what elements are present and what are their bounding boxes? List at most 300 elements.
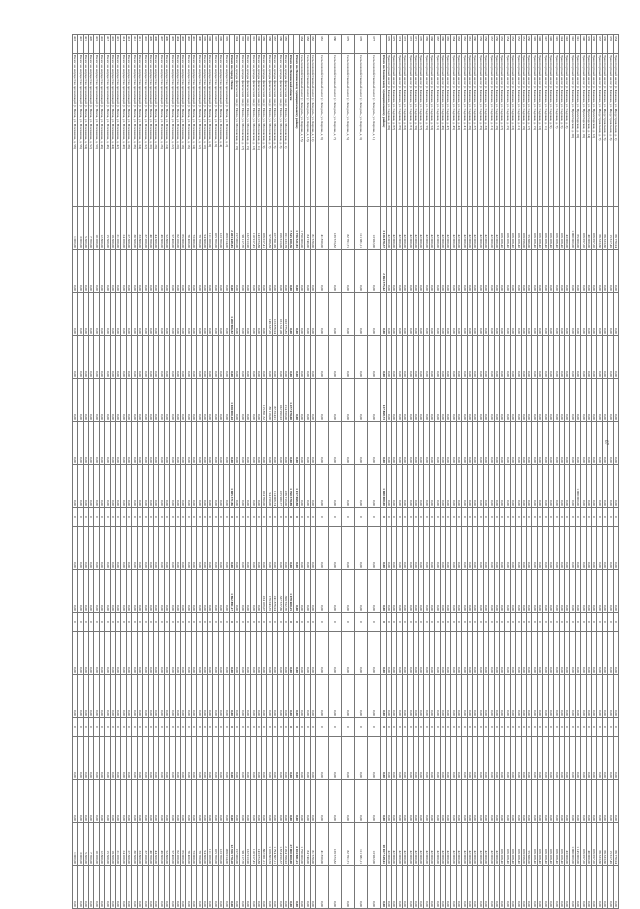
row-value: 0,00 [510, 250, 515, 293]
row-value: 0,00 [548, 250, 553, 293]
row-value: 0,00 [586, 250, 591, 293]
row-value: 0,00 [153, 527, 158, 570]
row-value: 0 [429, 508, 434, 527]
row-value: 227 691,96 [272, 207, 277, 250]
row-value: 0,00 [143, 379, 148, 422]
row-value: 0 [570, 718, 575, 737]
row-value: 1 750 000,00 [299, 823, 304, 866]
row-value: 0,00 [94, 570, 99, 613]
row-value: 37 200,00 [143, 823, 148, 866]
row-value: 0,00 [391, 293, 396, 336]
row-number: 337 [597, 35, 602, 54]
row-name: Итого по городу Пенза [229, 54, 234, 207]
row-number: 392 [245, 35, 250, 54]
row-name: Транспортный налог (г. Каменка, ул. Пролетарская, д. 20) [570, 54, 575, 207]
row-value: 0 [164, 718, 169, 737]
row-value: 0,00 [218, 379, 223, 422]
row-value: 0,00 [283, 632, 288, 675]
row-value: 0,00 [429, 336, 434, 379]
table-row [289, 35, 294, 909]
row-value: 0,00 [516, 570, 521, 613]
row-value: 0 [202, 613, 207, 632]
row-value: 0,00 [83, 527, 88, 570]
row-value: 0,00 [78, 250, 83, 293]
row-value: 0,00 [591, 527, 596, 570]
row-value: 73 000,00 [191, 823, 196, 866]
row-value: 0,00 [94, 527, 99, 570]
row-value: 0,00 [451, 293, 456, 336]
row-value: 0 [554, 718, 559, 737]
row-value: 0,00 [570, 336, 575, 379]
row-value: 0,00 [272, 250, 277, 293]
row-number: 387 [272, 35, 277, 54]
row-value: 0,00 [164, 570, 169, 613]
row-name: Транспортный налог (г. Каменка, ул. Индустриальная, д. 3) [608, 54, 613, 207]
row-value: 0,00 [591, 336, 596, 379]
row-value: 0 [564, 613, 569, 632]
row-value: 0,00 [564, 866, 569, 909]
row-value: 0 [186, 613, 191, 632]
row-name: Налог на имущество организаций (г. Пенза, ул. Плеханова, д. 56) [78, 54, 83, 207]
row-value: 0,00 [132, 675, 137, 718]
row-number: 351 [521, 35, 526, 54]
row-value: 0,00 [505, 422, 510, 465]
row-name: Транспортный налог (г. Каменка, ул. Садовая, д. 33) [483, 54, 488, 207]
row-value: 0,00 [83, 780, 88, 823]
row-value: 3 000,00 [78, 207, 83, 250]
row-value: 0,00 [218, 675, 223, 718]
row-value: 0 [597, 718, 602, 737]
table-row [381, 35, 386, 909]
table-row [186, 35, 191, 909]
row-value: 0 [473, 508, 478, 527]
row-value: 0,00 [537, 570, 542, 613]
row-value: 15 500,00 [105, 823, 110, 866]
row-name: Налог на имущество организаций (г. Пенза, ул. Плеханова, д. 4) [218, 54, 223, 207]
row-value: 94 250,00 [267, 465, 272, 508]
row-value: 0 [78, 718, 83, 737]
row-value: 0,00 [355, 632, 368, 675]
table-row [148, 35, 153, 909]
row-value: 0 [116, 718, 121, 737]
row-value: 0,00 [391, 465, 396, 508]
row-value: 0,00 [435, 465, 440, 508]
row-value: 0,00 [143, 866, 148, 909]
row-value: 44 300,00 [153, 823, 158, 866]
row-value: 0,00 [391, 675, 396, 718]
row-value: 0,00 [78, 570, 83, 613]
row-value: 42 000,00 [456, 823, 461, 866]
row-value: 0 [218, 613, 223, 632]
table-row [564, 35, 569, 909]
row-name: Сельскохозяйственный налог (с. Кондоль, ул. Кирова, д. 3) [355, 54, 368, 207]
row-number: 380 [329, 35, 342, 54]
row-value: 0 [527, 613, 532, 632]
row-value: 0,00 [126, 465, 131, 508]
row-value: 0,00 [532, 250, 537, 293]
row-value: 0,00 [456, 675, 461, 718]
row-value: 0,00 [456, 527, 461, 570]
row-number [229, 35, 234, 54]
row-value: 0,00 [510, 527, 515, 570]
row-value: 0 [240, 508, 245, 527]
row-value: 37 200,00 [143, 207, 148, 250]
row-value: 0,00 [429, 866, 434, 909]
row-value: 0,00 [505, 675, 510, 718]
row-value: 0,00 [256, 422, 261, 465]
row-value: 0 [548, 613, 553, 632]
row-value: 0,00 [105, 632, 110, 675]
row-value: 0,00 [180, 866, 185, 909]
row-name: Транспортный налог (г. Каменка, ул. Садовая, д. 3) [564, 54, 569, 207]
row-value: 0 [505, 508, 510, 527]
row-value: 1 080 000,00 [570, 207, 575, 250]
row-value: 0,00 [613, 336, 618, 379]
row-name: Сельскохозяйственный налог (с. Кондоль, ул. Кирова, д. 5) [342, 54, 355, 207]
row-value: 0 [89, 613, 94, 632]
row-value: 0 [299, 718, 304, 737]
row-value: 0,00 [591, 632, 596, 675]
row-value: 0,00 [613, 422, 618, 465]
row-value: 0 [329, 613, 342, 632]
row-value: 0,00 [180, 570, 185, 613]
row-value: 0 [310, 718, 315, 737]
row-value: 0 [153, 613, 158, 632]
row-value: 0 [170, 613, 175, 632]
row-value: 0,00 [456, 465, 461, 508]
row-value: 42 000,00 [473, 823, 478, 866]
row-value: 0,00 [72, 379, 77, 422]
row-value: 0,00 [386, 675, 391, 718]
row-value: 70 400,00 [186, 823, 191, 866]
row-name: Транспортный налог (г. Каменка, ул. Индустриальная, д. 7) [597, 54, 602, 207]
row-value: 0,00 [153, 632, 158, 675]
row-value: 0,00 [186, 866, 191, 909]
row-value: 0,00 [105, 527, 110, 570]
row-value: 0,00 [500, 293, 505, 336]
row-value: 42 000,00 [418, 207, 423, 250]
row-value: 0,00 [197, 570, 202, 613]
row-name: Транспортный налог (г. Каменка, ул. Садовая, д. 41) [462, 54, 467, 207]
row-value: 0,00 [424, 336, 429, 379]
row-number: 394 [235, 35, 240, 54]
row-value: 42 000,00 [451, 207, 456, 250]
row-value: 0,00 [494, 250, 499, 293]
row-value: 0 [559, 508, 564, 527]
row-value: 0,00 [224, 866, 229, 909]
row-value: 0 [505, 718, 510, 737]
row-value: 0,00 [368, 632, 381, 675]
row-value: 0,00 [310, 866, 315, 909]
row-value: 0 [316, 508, 329, 527]
row-value: 0 [197, 613, 202, 632]
row-value: 0,00 [408, 527, 413, 570]
row-value: 0,00 [391, 632, 396, 675]
row-value: 0,00 [256, 737, 261, 780]
row-value: 0 [153, 508, 158, 527]
row-value: 0,00 [478, 570, 483, 613]
row-value: 0,00 [494, 336, 499, 379]
row-value: 0,00 [527, 379, 532, 422]
row-value: 0 [489, 508, 494, 527]
row-value: 0,00 [608, 465, 613, 508]
row-value: 0,00 [310, 570, 315, 613]
row-number: 339 [586, 35, 591, 54]
row-value: 0 [462, 718, 467, 737]
row-value: 0 [381, 718, 386, 737]
row-value: 0,00 [613, 293, 618, 336]
row-value: 0,00 [213, 293, 218, 336]
row-value: 132 913,90 [245, 207, 250, 250]
row-value: 0,00 [132, 527, 137, 570]
row-value: 0,00 [245, 379, 250, 422]
row-value: 7 545 100,36 [289, 207, 294, 250]
row-name: Налог на имущество организаций (г. Пенза, ул. Плеханова, д. 24) [164, 54, 169, 207]
row-value: 0,00 [105, 737, 110, 780]
row-value: 0,00 [148, 570, 153, 613]
row-value: 0,00 [532, 780, 537, 823]
row-value: 79 700,00 [197, 207, 202, 250]
row-value: 0,00 [559, 527, 564, 570]
table-row [294, 35, 299, 909]
row-value: 0,00 [229, 780, 234, 823]
row-value: 104 760,00 [262, 465, 267, 508]
row-value: 0,00 [256, 675, 261, 718]
row-value: 0,00 [283, 780, 288, 823]
row-name: Налог на имущество организаций (г. Пенза, ул. Плеханова, д. 2) [224, 54, 229, 207]
row-name: Транспортный налог (г. Каменка, ул. Садовая, д. 67) [391, 54, 396, 207]
row-value: 0 [537, 508, 542, 527]
row-value: 0,00 [408, 379, 413, 422]
row-value: 0,00 [267, 780, 272, 823]
row-value: 0,00 [429, 250, 434, 293]
row-value: 0,00 [305, 293, 310, 336]
row-value: 0,00 [329, 737, 342, 780]
row-value: 0,00 [159, 250, 164, 293]
table-row [527, 35, 532, 909]
row-name: Транспортный налог (г. Каменка, ул. Садовая, д. 25) [505, 54, 510, 207]
row-value: 0,00 [72, 866, 77, 909]
row-value: 0,00 [440, 336, 445, 379]
row-value: 0,00 [429, 632, 434, 675]
row-value: 0,00 [72, 632, 77, 675]
row-value: 0,00 [467, 675, 472, 718]
row-value: 0,00 [440, 737, 445, 780]
row-value: 0,00 [121, 780, 126, 823]
row-value: 0,00 [272, 675, 277, 718]
row-value: 40 700,00 [148, 823, 153, 866]
row-value: 52 800,00 [164, 823, 169, 866]
row-value: 0,00 [532, 336, 537, 379]
row-value: 0,00 [613, 632, 618, 675]
row-value: 10 657 549,61 [381, 823, 386, 866]
row-name: Налог на доходы физических лиц (г. Пенза, ул. Московская, д. 13) [251, 54, 256, 207]
row-value: 0,00 [597, 336, 602, 379]
row-value: 0 [435, 718, 440, 737]
row-value: 0,00 [305, 379, 310, 422]
row-value: 0,00 [537, 527, 542, 570]
row-value: 0 [329, 508, 342, 527]
row-value: 0,00 [164, 465, 169, 508]
row-value: 0,00 [99, 422, 104, 465]
row-value: 0,00 [132, 780, 137, 823]
row-value: 106 057,20 [581, 207, 586, 250]
row-value: 0,00 [527, 527, 532, 570]
row-number: 360 [473, 35, 478, 54]
row-value: 0,00 [424, 379, 429, 422]
row-value: 0,00 [500, 336, 505, 379]
row-value: 0,00 [413, 465, 418, 508]
row-value: 0,00 [559, 379, 564, 422]
row-value: 0,00 [597, 866, 602, 909]
table-row [597, 35, 602, 909]
row-value: 0,00 [329, 675, 342, 718]
row-name: Налог на доходы физических лиц (г. Пенза, ул. Московская, д. 3) [278, 54, 283, 207]
row-value: 0,00 [256, 379, 261, 422]
row-value: 0,00 [368, 866, 381, 909]
row-value: 225 980,77 [278, 465, 283, 508]
row-value: 0,00 [413, 379, 418, 422]
row-value: 0,00 [110, 866, 115, 909]
row-value: 0,00 [489, 675, 494, 718]
row-value: 0 [462, 613, 467, 632]
row-value: 0,00 [613, 780, 618, 823]
row-value: 0 [218, 508, 223, 527]
row-value: 0,00 [554, 866, 559, 909]
row-value: 0 [213, 718, 218, 737]
row-value: 0,00 [570, 293, 575, 336]
row-number: 407 [159, 35, 164, 54]
row-value: 0,00 [175, 527, 180, 570]
row-value: 12 800,00 [99, 823, 104, 866]
row-value: 0,00 [368, 675, 381, 718]
row-value: 0,00 [570, 632, 575, 675]
row-value: 0,00 [355, 336, 368, 379]
row-value: 0,00 [310, 422, 315, 465]
row-value: 0,00 [224, 570, 229, 613]
row-value: 0,00 [132, 336, 137, 379]
row-value: 0,00 [240, 527, 245, 570]
row-value: 0 [105, 718, 110, 737]
row-number: 373 [402, 35, 407, 54]
row-value: 0,00 [170, 866, 175, 909]
row-value: 0,00 [342, 527, 355, 570]
row-value: 0,00 [473, 527, 478, 570]
row-value: 0,00 [256, 866, 261, 909]
row-value: 0,00 [516, 780, 521, 823]
row-value: 0,00 [368, 465, 381, 508]
row-value: 0 [489, 613, 494, 632]
row-value: 0,00 [256, 570, 261, 613]
row-value: 0,00 [381, 422, 386, 465]
row-number: 342 [570, 35, 575, 54]
row-value: 0,00 [137, 780, 142, 823]
row-value: 0,00 [126, 780, 131, 823]
row-value: 0,00 [591, 866, 596, 909]
table-row [94, 35, 99, 909]
row-value: 0,00 [368, 250, 381, 293]
row-value: 0 [89, 508, 94, 527]
row-number: 347 [543, 35, 548, 54]
row-value: 0 [581, 508, 586, 527]
row-value: 0,00 [245, 866, 250, 909]
row-value: 0 [283, 508, 288, 527]
row-value: 0,00 [581, 866, 586, 909]
row-value: 0,00 [229, 422, 234, 465]
row-value: 0,00 [478, 336, 483, 379]
row-value: 0,00 [355, 737, 368, 780]
row-value: 0,00 [126, 293, 131, 336]
row-value: 0,00 [170, 780, 175, 823]
row-name: Транспортный налог (г. Каменка, ул. Пролетарская, д. 14) [586, 54, 591, 207]
row-value: 0,00 [224, 465, 229, 508]
row-value: 106 208,40 [532, 823, 537, 866]
row-value: 0,00 [272, 527, 277, 570]
row-value: 0,00 [456, 632, 461, 675]
row-value: 0,00 [424, 737, 429, 780]
row-value: 0 [342, 718, 355, 737]
row-value: 0,00 [164, 250, 169, 293]
row-value: 0,00 [105, 250, 110, 293]
row-value: 0,00 [424, 570, 429, 613]
row-value: 0,00 [435, 780, 440, 823]
row-value: 0,00 [289, 336, 294, 379]
row-value: 0,00 [429, 737, 434, 780]
row-value: 0,00 [224, 780, 229, 823]
row-value: 0,00 [245, 465, 250, 508]
row-value: 0,00 [272, 866, 277, 909]
row-name: Транспортный налог (г. Каменка, ул. Садовая, д. 11) [543, 54, 548, 207]
row-value: 0 [159, 718, 164, 737]
row-value: 0 [586, 508, 591, 527]
row-number: 369 [424, 35, 429, 54]
row-value: 0 [78, 508, 83, 527]
row-value: 0 [262, 613, 267, 632]
row-value: 0,00 [355, 250, 368, 293]
row-name: Транспортный налог (г. Каменка, ул. Садовая, д. 31) [489, 54, 494, 207]
row-value: 0 [537, 613, 542, 632]
row-value: 0,00 [251, 675, 256, 718]
row-value: 0,00 [494, 465, 499, 508]
row-value: 0,00 [478, 866, 483, 909]
row-value: 0,00 [386, 422, 391, 465]
row-value: 0,00 [153, 866, 158, 909]
row-value: 108 058,00 [521, 823, 526, 866]
row-value: 0,00 [456, 570, 461, 613]
row-value: 0,00 [110, 570, 115, 613]
row-value: 0,00 [397, 293, 402, 336]
row-value: 42 000,00 [408, 207, 413, 250]
row-value: 0,00 [110, 780, 115, 823]
table-row [116, 35, 121, 909]
row-name: Налог на имущество организаций (г. Пенза, ул. Плеханова, д. 20) [175, 54, 180, 207]
row-value: 0,00 [121, 675, 126, 718]
row-value: 0,00 [245, 527, 250, 570]
row-name: Транспортный налог (г. Каменка, ул. Садовая, д. 29) [494, 54, 499, 207]
row-value: 0 [451, 718, 456, 737]
row-value: 0,00 [608, 780, 613, 823]
row-value: 0,00 [462, 527, 467, 570]
row-value: 0 [89, 718, 94, 737]
row-value: 0,00 [213, 379, 218, 422]
row-value: 0,00 [72, 737, 77, 780]
row-value: 0,00 [148, 465, 153, 508]
row-value: 0,00 [305, 632, 310, 675]
row-value: 106 208,40 [505, 823, 510, 866]
row-value: 0,00 [116, 527, 121, 570]
row-value: 0,00 [424, 527, 429, 570]
table-row [494, 35, 499, 909]
